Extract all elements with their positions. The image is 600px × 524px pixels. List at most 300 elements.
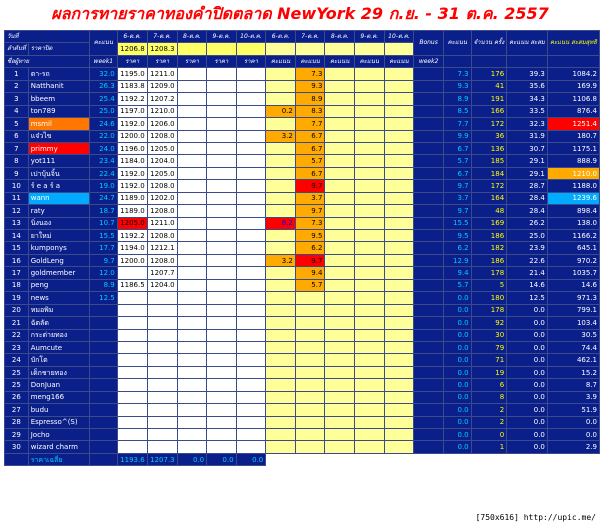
row-price-4 [207,118,236,130]
row-price-5 [236,230,266,242]
row-score-1 [266,118,296,130]
row-price-1 [117,404,147,416]
row-bonus [414,341,444,353]
row-total-net: 1084.2 [547,68,599,80]
row-score-1 [266,80,296,92]
row-week1-score [89,391,117,403]
row-accum: 28.7 [507,180,548,192]
row-week2-score: 9.7 [443,180,471,192]
row-bonus [414,230,444,242]
row-accum: 21.4 [507,267,548,279]
row-price-4 [207,404,236,416]
table-row [5,441,600,453]
row-bonus [414,429,444,441]
header-price-3: ราคา [177,55,206,67]
row-score-5 [384,354,414,366]
header-score-1: คะแนน [266,55,296,67]
row-times: 186 [471,230,507,242]
table-row [5,142,600,154]
row-times: 182 [471,242,507,254]
row-score-3 [325,366,355,378]
row-rank: 20 [5,304,29,316]
row-total-net: 8.7 [547,379,599,391]
row-score-5 [384,304,414,316]
row-score-3 [325,230,355,242]
row-rank: 18 [5,279,29,291]
header-times: จำนวน ครั้ง [471,31,507,56]
row-member-name: budu [28,404,89,416]
row-member-name: Espresso^(S) [28,416,89,428]
row-rank: 5 [5,118,29,130]
row-week2-score: 0.0 [443,341,471,353]
table-row [5,341,600,353]
row-week1-score: 24.0 [89,142,117,154]
row-price-1 [117,379,147,391]
row-price-2 [147,317,177,329]
row-price-5 [236,192,266,204]
row-score-3 [325,354,355,366]
row-score-3 [325,416,355,428]
row-score-2: 6.7 [295,142,325,154]
row-week1-score [89,317,117,329]
row-price-2: 1208.0 [147,180,177,192]
row-score-1 [266,354,296,366]
row-price-1: 1192.2 [117,93,147,105]
watermark: [750x616] http://upic.me/ [475,513,596,522]
row-price-5 [236,242,266,254]
row-score-3 [325,205,355,217]
row-rank: 27 [5,404,29,416]
table-row [5,292,600,304]
row-total-net: 971.3 [547,292,599,304]
row-price-4 [207,155,236,167]
row-bonus [414,366,444,378]
row-week2-score: 0.0 [443,441,471,453]
row-score-4 [355,180,385,192]
row-score-1 [266,391,296,403]
row-score-2 [295,366,325,378]
row-score-3 [325,292,355,304]
header-score-4: คะแนน [355,55,385,67]
row-price-3 [177,341,206,353]
row-score-5 [384,416,414,428]
row-week2-score: 0.0 [443,404,471,416]
row-times: 180 [471,292,507,304]
row-total-net: 1210.0 [547,167,599,179]
row-total-net: 1166.2 [547,230,599,242]
row-bonus [414,217,444,229]
row-price-1 [117,341,147,353]
row-accum: 22.6 [507,254,548,266]
header-total-net: คะแนน สะสมสุทธิ [547,31,599,56]
row-price-3 [177,142,206,154]
header-score-date-2: 7-ต.ค. [295,31,325,43]
table-row [5,416,600,428]
row-price-3 [177,354,206,366]
row-price-1: 1192.0 [117,118,147,130]
row-score-4 [355,254,385,266]
row-score-4 [355,205,385,217]
header-accum-blank [507,55,548,67]
row-price-4 [207,180,236,192]
row-score-2 [295,292,325,304]
row-price-1: 1189.0 [117,205,147,217]
header-price-2: ราคา [147,55,177,67]
row-score-4 [355,379,385,391]
row-score-1 [266,366,296,378]
row-total-net: 888.9 [547,155,599,167]
table-row [5,317,600,329]
row-bonus [414,80,444,92]
row-score-3 [325,267,355,279]
row-price-2: 1208.0 [147,254,177,266]
row-times: 186 [471,254,507,266]
row-total-net: 1035.7 [547,267,599,279]
row-week2-score: 8.9 [443,93,471,105]
row-price-1: 1195.0 [117,68,147,80]
row-week1-score: 10.7 [89,217,117,229]
row-score-1 [266,167,296,179]
row-price-2 [147,341,177,353]
row-score-5 [384,341,414,353]
row-price-4 [207,167,236,179]
row-score-2 [295,404,325,416]
row-score-5 [384,441,414,453]
row-times: 6 [471,379,507,391]
row-score-5 [384,192,414,204]
row-price-2: 1212.1 [147,242,177,254]
row-price-1: 1192.2 [117,230,147,242]
row-price-5 [236,354,266,366]
row-week1-score: 12.5 [89,292,117,304]
row-score-1 [266,279,296,291]
row-bonus [414,242,444,254]
average-row [5,453,600,465]
row-price-3 [177,279,206,291]
row-accum: 0.0 [507,317,548,329]
row-price-3 [177,167,206,179]
average-price-3: 0.0 [177,453,206,465]
header-price-5: ราคา [236,55,266,67]
row-week1-score: 22.4 [89,167,117,179]
row-score-2 [295,391,325,403]
row-price-5 [236,441,266,453]
row-price-5 [236,404,266,416]
row-score-4 [355,391,385,403]
row-price-3 [177,379,206,391]
header-week1-score: คะแนน [89,31,117,56]
row-rank: 14 [5,230,29,242]
row-score-3 [325,130,355,142]
row-bonus [414,441,444,453]
row-week1-score: 9.7 [89,254,117,266]
row-score-5 [384,391,414,403]
row-week2-score: 0.0 [443,366,471,378]
header-date-1: 6-ต.ค. [117,31,147,43]
row-score-1 [266,341,296,353]
row-score-2: 9.5 [295,230,325,242]
row-score-5 [384,155,414,167]
row-score-5 [384,217,414,229]
row-rank: 12 [5,205,29,217]
row-score-2: 9.7 [295,254,325,266]
header-bonus: Bonus [414,31,444,56]
row-price-4 [207,230,236,242]
row-score-5 [384,230,414,242]
row-price-1 [117,366,147,378]
row-score-1 [266,205,296,217]
row-price-2: 1204.0 [147,155,177,167]
row-week1-score: 8.9 [89,279,117,291]
row-score-1 [266,180,296,192]
row-member-name: กระต่ายทอง [28,329,89,341]
row-week1-score [89,366,117,378]
closing-price-1: 1206.8 [117,43,147,55]
row-price-5 [236,304,266,316]
row-price-3 [177,304,206,316]
row-rank: 26 [5,391,29,403]
row-price-1 [117,292,147,304]
row-price-4 [207,441,236,453]
row-times: 166 [471,105,507,117]
row-score-3 [325,192,355,204]
row-score-2 [295,379,325,391]
table-row [5,118,600,130]
row-member-name: raty [28,205,89,217]
row-score-5 [384,105,414,117]
row-member-name: wizard charm [28,441,89,453]
row-score-3 [325,80,355,92]
row-score-2: 3.7 [295,192,325,204]
row-price-2 [147,292,177,304]
row-price-2 [147,416,177,428]
row-bonus [414,130,444,142]
table-row [5,192,600,204]
row-total-net: 970.2 [547,254,599,266]
row-bonus [414,93,444,105]
row-week1-score [89,416,117,428]
row-price-5 [236,329,266,341]
row-price-3 [177,329,206,341]
header-price-1: ราคา [117,55,147,67]
row-member-name: หมอพิม [28,304,89,316]
row-score-2: 8.3 [295,105,325,117]
average-label: ราคาเฉลี่ย [28,453,89,465]
row-times: 184 [471,167,507,179]
row-price-3 [177,105,206,117]
row-price-2: 1207.2 [147,93,177,105]
header-date-2: 7-ต.ค. [147,31,177,43]
row-price-1 [117,391,147,403]
row-total-net: 169.9 [547,80,599,92]
row-accum: 28.4 [507,192,548,204]
row-accum: 0.0 [507,429,548,441]
row-score-1 [266,68,296,80]
row-score-4 [355,354,385,366]
row-price-3 [177,130,206,142]
header-week2: week2 [414,55,444,67]
row-accum: 33.5 [507,105,548,117]
header-price-label: ราคาปิด [28,43,89,55]
row-member-name: Natthanit [28,80,89,92]
row-times: 41 [471,80,507,92]
row-score-2 [295,429,325,441]
row-member-name: GoldLeng [28,254,89,266]
row-score-5 [384,329,414,341]
row-score-2 [295,416,325,428]
row-price-1 [117,416,147,428]
row-price-2: 1209.0 [147,80,177,92]
row-score-1 [266,292,296,304]
row-score-1 [266,242,296,254]
row-score-5 [384,93,414,105]
row-price-5 [236,391,266,403]
row-week1-score [89,429,117,441]
row-bonus [414,192,444,204]
row-score-3 [325,317,355,329]
row-accum: 0.0 [507,404,548,416]
table-row [5,155,600,167]
closing-price-2: 1208.3 [147,43,177,55]
row-rank: 25 [5,366,29,378]
row-score-1 [266,441,296,453]
row-score-1 [266,267,296,279]
row-bonus [414,267,444,279]
header-week2-score: คะแนน [443,31,471,56]
row-total-net: 1251.4 [547,118,599,130]
row-score-3 [325,68,355,80]
row-price-4 [207,354,236,366]
row-score-5 [384,80,414,92]
row-price-2: 1211.0 [147,217,177,229]
row-score-4 [355,292,385,304]
row-accum: 25.0 [507,230,548,242]
row-price-4 [207,267,236,279]
table-row [5,254,600,266]
row-week2-score: 0.0 [443,292,471,304]
row-score-4 [355,130,385,142]
row-accum: 23.9 [507,242,548,254]
row-price-5 [236,292,266,304]
row-accum: 0.0 [507,329,548,341]
table-row [5,230,600,242]
row-price-2: 1205.0 [147,142,177,154]
row-score-3 [325,379,355,391]
row-price-3 [177,118,206,130]
row-times: 79 [471,341,507,353]
row-bonus [414,167,444,179]
score-rows [5,68,600,454]
row-total-net: 0.0 [547,416,599,428]
row-accum: 0.0 [507,441,548,453]
row-score-3 [325,155,355,167]
row-bonus [414,254,444,266]
row-times: 8 [471,391,507,403]
row-week2-score: 12.9 [443,254,471,266]
row-score-3 [325,142,355,154]
row-price-2 [147,329,177,341]
row-total-net: 645.1 [547,242,599,254]
row-price-1: 1205.0 [117,217,147,229]
row-score-4 [355,366,385,378]
row-price-2 [147,391,177,403]
row-score-3 [325,304,355,316]
row-member-name: บักโต [28,354,89,366]
row-price-2 [147,404,177,416]
table-row [5,180,600,192]
row-price-5 [236,80,266,92]
row-score-4 [355,329,385,341]
row-bonus [414,354,444,366]
row-price-4 [207,416,236,428]
row-times: 0 [471,429,507,441]
row-score-1 [266,317,296,329]
row-score-1 [266,379,296,391]
row-price-4 [207,254,236,266]
row-accum: 30.7 [507,142,548,154]
row-score-1 [266,329,296,341]
row-total-net: 462.1 [547,354,599,366]
header-score-date-5: 10-ต.ค. [384,31,414,43]
row-price-3 [177,317,206,329]
header-rank-label: ลำดับที่ [5,43,29,55]
table-row [5,404,600,416]
row-score-1 [266,93,296,105]
row-bonus [414,416,444,428]
row-score-4 [355,192,385,204]
row-total-net: 30.5 [547,329,599,341]
row-rank: 9 [5,167,29,179]
row-score-2 [295,341,325,353]
row-price-1: 1197.0 [117,105,147,117]
row-score-1 [266,429,296,441]
table-row [5,379,600,391]
row-member-name: peng [28,279,89,291]
row-price-3 [177,254,206,266]
row-score-2 [295,304,325,316]
row-price-1 [117,354,147,366]
row-accum: 0.0 [507,354,548,366]
average-price-2: 1207.3 [147,453,177,465]
row-week1-score [89,304,117,316]
table-row [5,93,600,105]
row-score-5 [384,118,414,130]
row-member-name: ตา-รถ [28,68,89,80]
row-rank: 30 [5,441,29,453]
row-total-net: 74.4 [547,341,599,353]
row-week2-score: 6.2 [443,242,471,254]
row-week2-score: 0.0 [443,416,471,428]
row-score-3 [325,217,355,229]
row-week2-score: 0.0 [443,317,471,329]
table-row [5,80,600,92]
row-week1-score [89,354,117,366]
row-score-4 [355,429,385,441]
row-week2-score: 0.0 [443,354,471,366]
row-week2-score: 0.0 [443,329,471,341]
row-score-3 [325,105,355,117]
row-bonus [414,105,444,117]
row-price-4 [207,429,236,441]
row-score-1: 8.2 [266,217,296,229]
row-week2-score: 9.9 [443,130,471,142]
row-price-2 [147,379,177,391]
row-week2-score: 0.0 [443,379,471,391]
row-price-3 [177,267,206,279]
row-score-3 [325,441,355,453]
average-blank [5,453,29,465]
row-price-2: 1207.7 [147,267,177,279]
